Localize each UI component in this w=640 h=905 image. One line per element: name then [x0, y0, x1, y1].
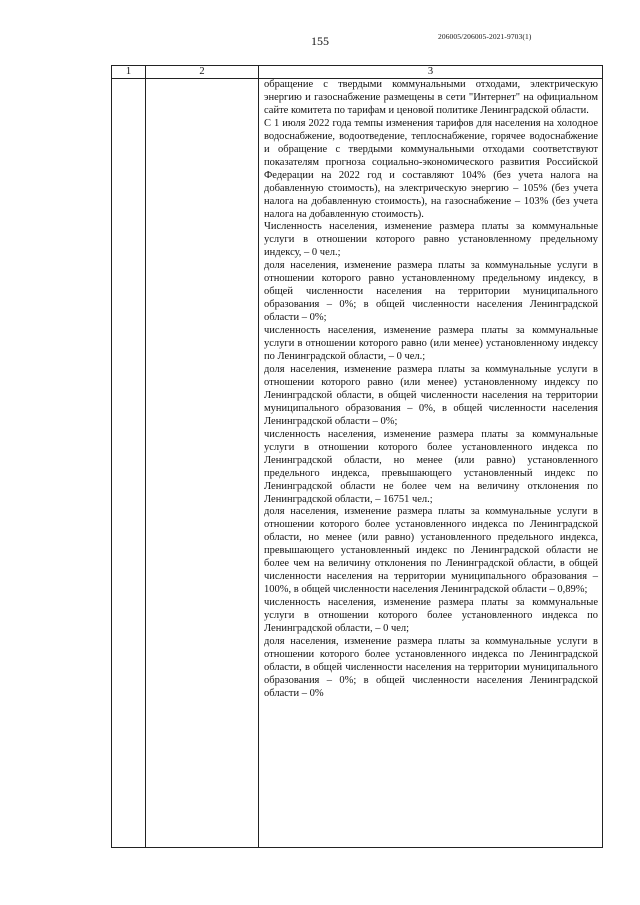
table-header-row: [112, 66, 603, 79]
paragraph: доля населения, изменение размера платы за коммунальные услуги в отношении которого равно установленному предельному индексу, в общей численности населения на территории муниципального образования – 0%; в общей численности населения Ленинградской области – 0%;: [264, 260, 598, 324]
document-id: 206005/206005-2021-9703(1): [438, 32, 532, 41]
document-table: [111, 65, 603, 848]
cell-column-1: [112, 79, 146, 848]
column-header-3: 3: [259, 66, 603, 79]
paragraph: численность населения, изменение размера платы за коммунальные услуги в отношении которого более установленного индекса по Ленинградской области, – 0 чел;: [264, 597, 598, 635]
cell-text: [259, 79, 602, 701]
table-body-row: [112, 79, 603, 848]
column-header-1: 1: [112, 66, 146, 79]
paragraph: Численность населения, изменение размера платы за коммунальные услуги в отношении которого равно установленному предельному индексу, – 0 чел.;: [264, 221, 598, 259]
paragraph: доля населения, изменение размера платы за коммунальные услуги в отношении которого более установленного индекса по Ленинградской области, но менее (или равно) установленного предельного индекса, превышающего установленный индекс по Ленинградской области не более чем на величину отклонения по Ленинградской области, в общей численности населения на территории муниципального образования – 100%, в общей численности населения Ленинградской области – 0,89%;: [264, 506, 598, 596]
paragraph: С 1 июля 2022 года темпы изменения тарифов для населения на холодное водоснабжение, водоотведение, теплоснабжение, горячее водоснабжение и обращение с твердыми коммунальными отходами соответствуют показателям прогноза социально-экономического развития Российской Федерации на 2022 год и составляют 104% (без учета налога на добавленную стоимость), на электрическую энергию – 105% (без учета налога на добавленную стоимость), на газоснабжение – 103% (без учета налога на добавленную стоимость).: [264, 117, 598, 220]
cell-column-2: [146, 79, 259, 848]
paragraph: численность населения, изменение размера платы за коммунальные услуги в отношении которого равно (или менее) установленному индексу по Ленинградской области, – 0 чел.;: [264, 325, 598, 363]
page-number: 155: [311, 34, 329, 48]
paragraph: численность населения, изменение размера платы за коммунальные услуги в отношении которого более установленного индекса по Ленинградской области, но менее (или равно) установленного предельного индекса, превышающего установленный индекс по Ленинградской области не более чем на величину отклонения по Ленинградской области, – 16751 чел.;: [264, 428, 598, 505]
column-header-2: 2: [146, 66, 259, 79]
cell-column-3: [259, 79, 603, 848]
paragraph: доля населения, изменение размера платы за коммунальные услуги в отношении которого более установленного индекса по Ленинградской области, в общей численности населения на территории муниципального образования – 0%; в общей численности населения Ленинградской области – 0%: [264, 635, 598, 699]
paragraph: обращение с твердыми коммунальными отходами, электрическую энергию и газоснабжение размещены в сети "Интернет" на официальном сайте комитета по тарифам и ценовой политике Ленинградской области.: [264, 79, 598, 116]
paragraph: доля населения, изменение размера платы за коммунальные услуги в отношении которого равно (или менее) установленному индексу по Ленинградской области, в общей численности населения на территории муниципального образования – 0%, в общей численности населения Ленинградской области – 0%;: [264, 363, 598, 427]
